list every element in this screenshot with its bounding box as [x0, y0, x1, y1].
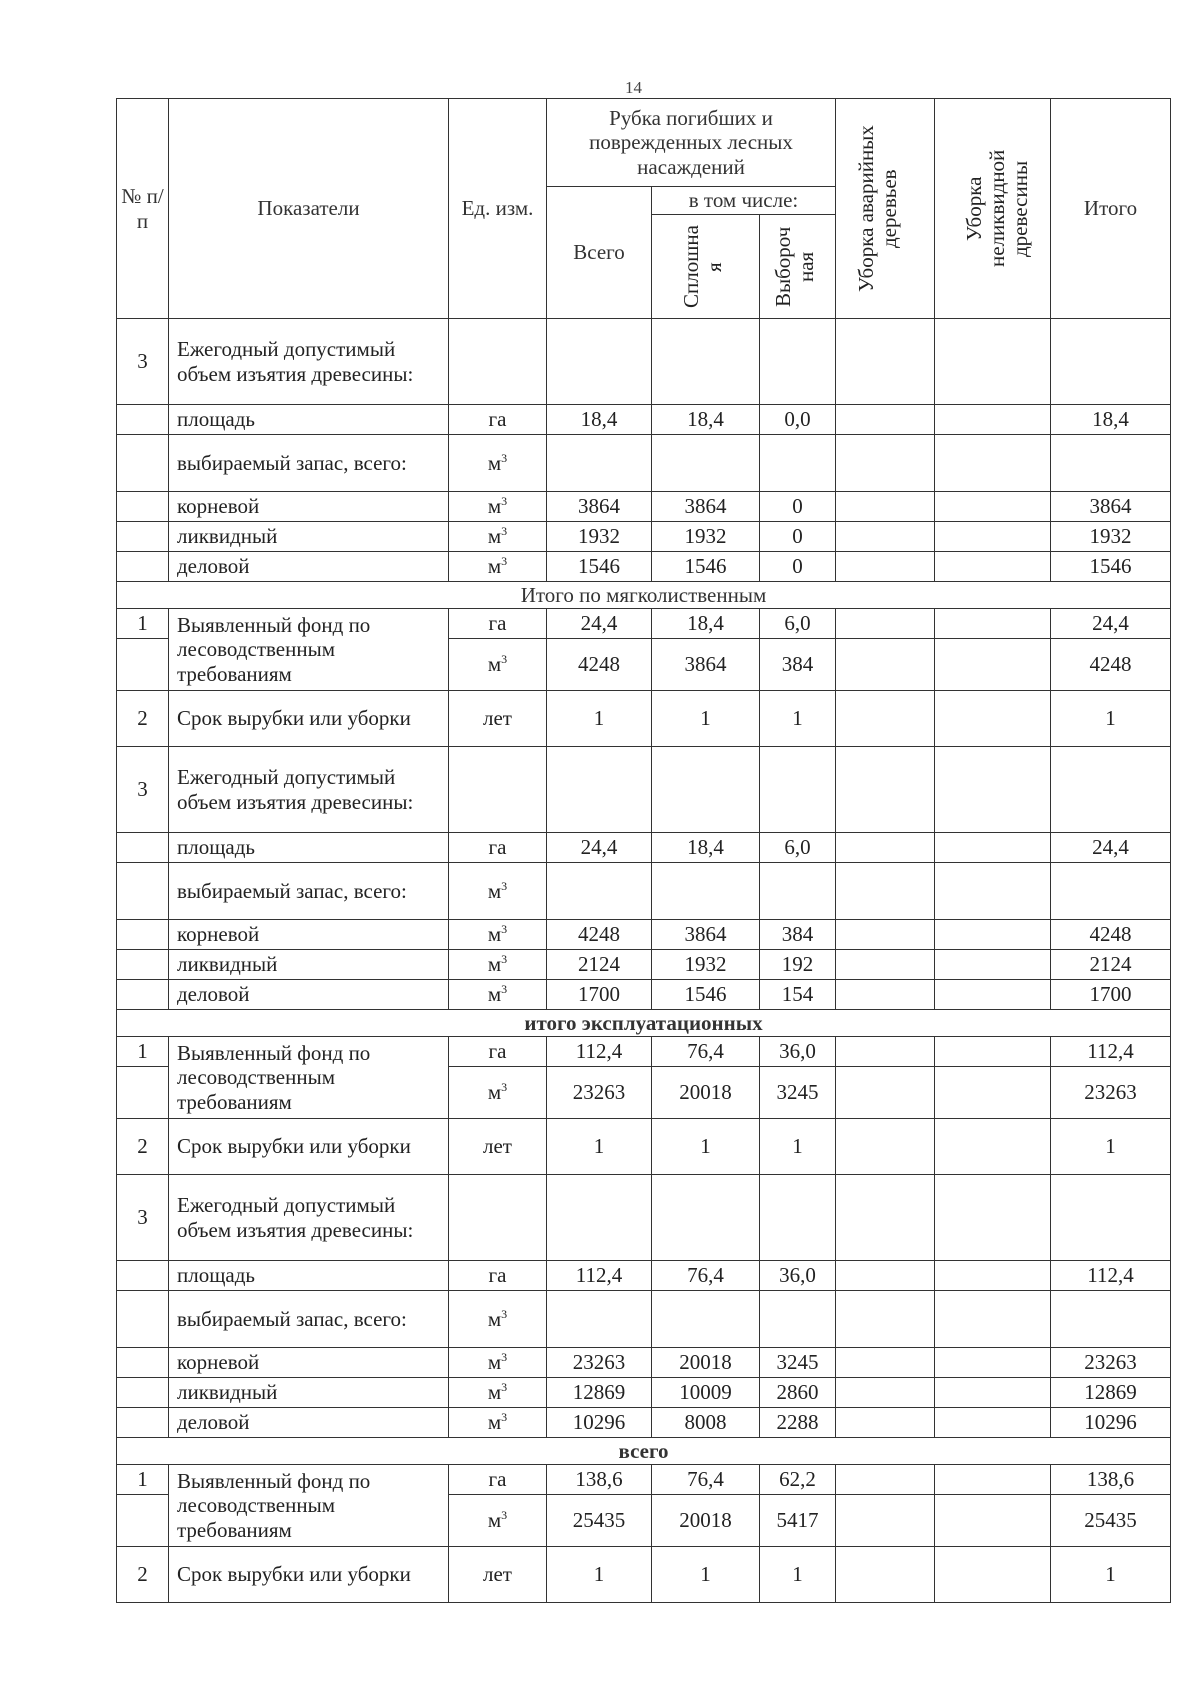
header-num: № п/п — [117, 99, 169, 319]
row-number: 1 — [117, 1037, 169, 1067]
cell-value: 138,6 — [1051, 1465, 1171, 1495]
cell-value: 24,4 — [1051, 609, 1171, 639]
cell-value: 112,4 — [1051, 1261, 1171, 1291]
row-label: Выявленный фонд по лесоводственным требованиям — [169, 1037, 449, 1119]
cell-value: 3864 — [652, 920, 760, 950]
table-row — [117, 1291, 1171, 1348]
row-label: корневой — [169, 492, 449, 522]
unit: га — [449, 1261, 547, 1291]
cell-value: 1 — [760, 1119, 836, 1175]
table-row — [117, 522, 1171, 552]
header-total: Всего — [547, 187, 652, 319]
row-number: 2 — [117, 1547, 169, 1603]
header-clear-cell — [652, 215, 760, 319]
page-number: 14 — [625, 78, 642, 97]
cell-value: 1 — [547, 691, 652, 747]
unit-sup: 3 — [501, 952, 508, 967]
cell-value: 0 — [760, 522, 836, 552]
row-number: 2 — [117, 691, 169, 747]
row-number: 1 — [117, 1465, 169, 1495]
unit-sup: 3 — [501, 922, 508, 937]
row-number: 1 — [117, 609, 169, 639]
cell-value: 1932 — [1051, 522, 1171, 552]
header-emergency-cell — [836, 99, 935, 319]
cell-value: 138,6 — [547, 1465, 652, 1495]
unit — [449, 639, 547, 691]
cell-value: 8008 — [652, 1408, 760, 1438]
table-row — [117, 1119, 1171, 1175]
cell-value: 25435 — [547, 1495, 652, 1547]
cell-value: 1932 — [547, 522, 652, 552]
header-selective-cell — [760, 215, 836, 319]
table-row — [117, 1261, 1171, 1291]
cell-value: 20018 — [652, 1348, 760, 1378]
unit-sup: 3 — [501, 652, 508, 667]
cell-value: 18,4 — [1051, 405, 1171, 435]
row-label: ликвидный — [169, 950, 449, 980]
cell-value: 1546 — [547, 552, 652, 582]
table-row — [117, 492, 1171, 522]
unit-text: м — [487, 1508, 502, 1533]
cell-value: 0 — [760, 552, 836, 582]
cell-value: 384 — [760, 920, 836, 950]
table-row — [117, 319, 1171, 405]
cell-value: 1932 — [652, 522, 760, 552]
unit — [449, 1291, 547, 1348]
forest-table — [116, 98, 1171, 1603]
row-number: 3 — [117, 747, 169, 833]
unit — [449, 522, 547, 552]
unit — [449, 552, 547, 582]
cell-value: 24,4 — [1051, 833, 1171, 863]
unit-text: м — [487, 922, 502, 947]
unit-sup: 3 — [501, 554, 508, 569]
cell-value: 1 — [652, 691, 760, 747]
cell-value: 2124 — [1051, 950, 1171, 980]
cell-value: 3864 — [547, 492, 652, 522]
cell-value: 10296 — [547, 1408, 652, 1438]
unit — [449, 980, 547, 1010]
cell-value: 18,4 — [547, 405, 652, 435]
unit — [449, 950, 547, 980]
unit-sup: 3 — [501, 450, 508, 465]
header-emergency: Уборка аварийных деревьев — [854, 125, 902, 292]
section-row — [117, 582, 1171, 609]
row-label: Срок вырубки или уборки — [169, 1119, 449, 1175]
cell-value: 23263 — [547, 1067, 652, 1119]
cell-value: 12869 — [1051, 1378, 1171, 1408]
unit-text: м — [487, 450, 502, 475]
unit-sup: 3 — [501, 1080, 508, 1095]
cell-value: 36,0 — [760, 1261, 836, 1291]
row-label: ликвидный — [169, 1378, 449, 1408]
unit-sup: 3 — [501, 1380, 508, 1395]
row-label: деловой — [169, 1408, 449, 1438]
table-row — [117, 691, 1171, 747]
cell-value: 192 — [760, 950, 836, 980]
unit-sup: 3 — [501, 1350, 508, 1365]
cell-value: 2124 — [547, 950, 652, 980]
header-nonliquid-cell — [935, 99, 1051, 319]
cell-value: 1 — [1051, 691, 1171, 747]
cell-value: 4248 — [547, 920, 652, 950]
unit-text: м — [487, 524, 502, 549]
row-label: площадь — [169, 405, 449, 435]
header-itogo: Итого — [1051, 99, 1171, 319]
cell-value: 4248 — [1051, 639, 1171, 691]
unit — [449, 1067, 547, 1119]
table-row — [117, 405, 1171, 435]
cell-value: 18,4 — [652, 609, 760, 639]
cell-value: 112,4 — [547, 1037, 652, 1067]
unit-sup: 3 — [501, 1508, 508, 1523]
cell-value: 1 — [547, 1119, 652, 1175]
table-row — [117, 920, 1171, 950]
row-label: деловой — [169, 980, 449, 1010]
section-title: Итого по мягколиственным — [117, 582, 1171, 609]
unit: га — [449, 833, 547, 863]
cell-value: 76,4 — [652, 1465, 760, 1495]
unit-sup: 3 — [501, 524, 508, 539]
cell-value: 154 — [760, 980, 836, 1010]
table-row — [117, 552, 1171, 582]
unit-sup: 3 — [501, 1410, 508, 1425]
row-label: Ежегодный допустимый объем изъятия древесины: — [169, 1175, 449, 1261]
header-incl: в том числе: — [652, 187, 836, 215]
cell-value: 23263 — [1051, 1067, 1171, 1119]
header-unit: Ед. изм. — [449, 99, 547, 319]
cell-value: 0 — [760, 492, 836, 522]
cell-value: 112,4 — [1051, 1037, 1171, 1067]
unit — [449, 492, 547, 522]
table-row — [117, 863, 1171, 920]
cell-value: 1 — [1051, 1119, 1171, 1175]
table-row — [117, 747, 1171, 833]
row-number: 2 — [117, 1119, 169, 1175]
table-row — [117, 980, 1171, 1010]
cell-value: 76,4 — [652, 1261, 760, 1291]
cell-value: 1700 — [1051, 980, 1171, 1010]
header-nonliquid: Уборка неликвидной древесины — [961, 149, 1032, 268]
cell-value: 112,4 — [547, 1261, 652, 1291]
table-row — [117, 1037, 1171, 1067]
table-row — [117, 1175, 1171, 1261]
unit: га — [449, 405, 547, 435]
cell-value: 20018 — [652, 1067, 760, 1119]
cell-value: 3245 — [760, 1067, 836, 1119]
table-row — [117, 1378, 1171, 1408]
row-label: выбираемый запас, всего: — [169, 1291, 449, 1348]
table-row — [117, 950, 1171, 980]
cell-value: 1546 — [652, 552, 760, 582]
cell-value: 36,0 — [760, 1037, 836, 1067]
cell-value: 6,0 — [760, 833, 836, 863]
unit-sup: 3 — [501, 1306, 508, 1321]
unit-sup: 3 — [501, 982, 508, 997]
unit — [449, 1495, 547, 1547]
cell-value: 12869 — [547, 1378, 652, 1408]
cell-value: 3864 — [1051, 492, 1171, 522]
row-label: площадь — [169, 833, 449, 863]
cell-value: 25435 — [1051, 1495, 1171, 1547]
table-row — [117, 435, 1171, 492]
cell-value: 5417 — [760, 1495, 836, 1547]
unit-text: м — [487, 1306, 502, 1331]
row-label: Ежегодный допустимый объем изъятия древесины: — [169, 747, 449, 833]
unit — [449, 1408, 547, 1438]
row-label: Выявленный фонд по лесоводственным требованиям — [169, 609, 449, 691]
unit-sup: 3 — [501, 494, 508, 509]
row-number: 3 — [117, 1175, 169, 1261]
cell-value: 384 — [760, 639, 836, 691]
unit: га — [449, 609, 547, 639]
cell-value: 2288 — [760, 1408, 836, 1438]
cell-value: 1 — [1051, 1547, 1171, 1603]
cell-value: 24,4 — [547, 833, 652, 863]
table-row — [117, 833, 1171, 863]
unit-text: м — [487, 1380, 502, 1405]
cell-value: 1 — [652, 1119, 760, 1175]
section-row — [117, 1010, 1171, 1037]
cell-value: 4248 — [1051, 920, 1171, 950]
unit — [449, 863, 547, 920]
unit-text: м — [487, 878, 502, 903]
unit: лет — [449, 1119, 547, 1175]
row-label: выбираемый запас, всего: — [169, 863, 449, 920]
row-number: 3 — [117, 319, 169, 405]
cell-value: 1 — [760, 1547, 836, 1603]
cell-value: 1 — [547, 1547, 652, 1603]
unit-text: м — [487, 1410, 502, 1435]
table-row — [117, 1547, 1171, 1603]
table-row — [117, 1408, 1171, 1438]
cell-value: 1546 — [1051, 552, 1171, 582]
cell-value: 1 — [652, 1547, 760, 1603]
cell-value: 10296 — [1051, 1408, 1171, 1438]
cell-value: 3245 — [760, 1348, 836, 1378]
unit-text: м — [487, 494, 502, 519]
unit-text: м — [487, 1350, 502, 1375]
unit-text: м — [487, 1080, 502, 1105]
cell-value: 1546 — [652, 980, 760, 1010]
cell-value: 24,4 — [547, 609, 652, 639]
cell-value: 18,4 — [652, 405, 760, 435]
unit-text: м — [487, 652, 502, 677]
unit — [449, 920, 547, 950]
cell-value: 10009 — [652, 1378, 760, 1408]
table-row — [117, 609, 1171, 639]
row-label: выбираемый запас, всего: — [169, 435, 449, 492]
section-title: всего — [117, 1438, 1171, 1465]
cell-value: 20018 — [652, 1495, 760, 1547]
unit: га — [449, 1037, 547, 1067]
row-label: площадь — [169, 1261, 449, 1291]
unit: лет — [449, 691, 547, 747]
header-selective: Выбороч ная — [770, 226, 818, 307]
cell-value: 62,2 — [760, 1465, 836, 1495]
unit: лет — [449, 1547, 547, 1603]
row-label: деловой — [169, 552, 449, 582]
section-title: итого эксплуатационных — [117, 1010, 1171, 1037]
cell-value: 23263 — [1051, 1348, 1171, 1378]
cell-value: 3864 — [652, 492, 760, 522]
unit — [449, 435, 547, 492]
unit-sup: 3 — [501, 878, 508, 893]
cell-value: 23263 — [547, 1348, 652, 1378]
cell-value: 2860 — [760, 1378, 836, 1408]
row-label: Срок вырубки или уборки — [169, 691, 449, 747]
table-row — [117, 1348, 1171, 1378]
unit-text: м — [487, 982, 502, 1007]
cell-value: 6,0 — [760, 609, 836, 639]
table-row — [117, 1465, 1171, 1495]
section-row — [117, 1438, 1171, 1465]
unit — [449, 1378, 547, 1408]
cell-value: 76,4 — [652, 1037, 760, 1067]
row-label: Ежегодный допустимый объем изъятия древесины: — [169, 319, 449, 405]
cell-value: 1932 — [652, 950, 760, 980]
header-clear: Сплошна я — [678, 225, 726, 308]
unit-text: м — [487, 952, 502, 977]
header-group: Рубка погибших и поврежденных лесных насаждений — [547, 99, 836, 187]
unit-text: м — [487, 554, 502, 579]
unit — [449, 1348, 547, 1378]
row-label: Выявленный фонд по лесоводственным требованиям — [169, 1465, 449, 1547]
header-indicators: Показатели — [169, 99, 449, 319]
cell-value: 4248 — [547, 639, 652, 691]
cell-value: 1700 — [547, 980, 652, 1010]
cell-value: 1 — [760, 691, 836, 747]
cell-value: 18,4 — [652, 833, 760, 863]
row-label: корневой — [169, 1348, 449, 1378]
cell-value: 0,0 — [760, 405, 836, 435]
row-label: ликвидный — [169, 522, 449, 552]
unit: га — [449, 1465, 547, 1495]
row-label: корневой — [169, 920, 449, 950]
row-label: Срок вырубки или уборки — [169, 1547, 449, 1603]
cell-value: 3864 — [652, 639, 760, 691]
